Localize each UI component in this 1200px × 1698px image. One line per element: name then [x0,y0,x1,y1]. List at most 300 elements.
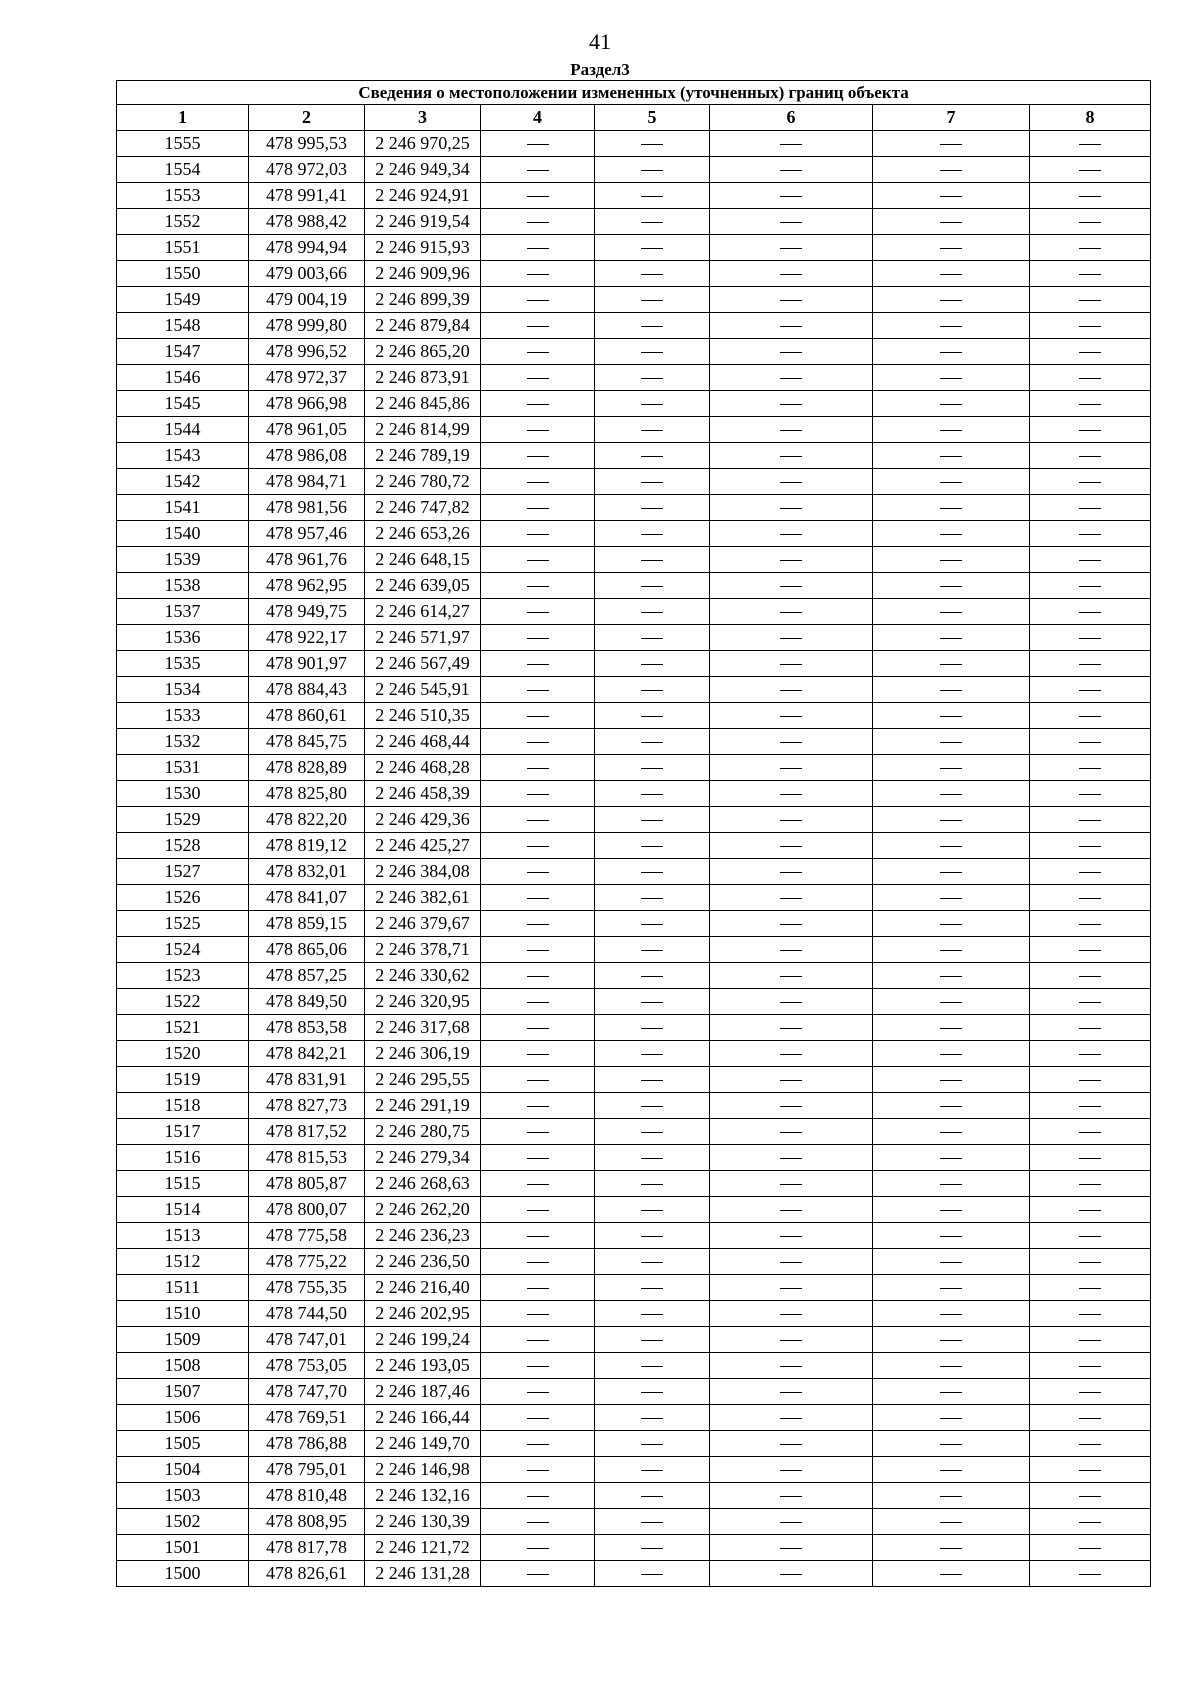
dash-mark [1079,222,1101,223]
point-number-cell: 1505 [117,1431,249,1457]
empty-value-cell [481,1327,595,1353]
empty-value-cell [873,1353,1030,1379]
dash-mark [780,1132,802,1133]
empty-value-cell [710,1301,873,1327]
empty-value-cell [710,677,873,703]
dash-mark [940,430,962,431]
empty-value-cell [481,677,595,703]
empty-value-cell [481,781,595,807]
dash-mark [1079,326,1101,327]
empty-value-cell [1030,183,1151,209]
dash-mark [780,742,802,743]
dash-mark [641,794,663,795]
empty-value-cell [1030,1327,1151,1353]
empty-value-cell [1030,1301,1151,1327]
empty-value-cell [595,703,710,729]
dash-mark [940,742,962,743]
empty-value-cell [481,989,595,1015]
x-coordinate-cell: 478 825,80 [249,781,365,807]
dash-mark [527,1548,549,1549]
table-row [117,235,1151,261]
dash-mark [527,950,549,951]
dash-mark [641,586,663,587]
x-coordinate-cell: 478 957,46 [249,521,365,547]
dash-mark [1079,586,1101,587]
point-number-cell: 1555 [117,131,249,157]
y-coordinate-cell: 2 246 567,49 [365,651,481,677]
y-coordinate-cell: 2 246 458,39 [365,781,481,807]
empty-value-cell [710,365,873,391]
dash-mark [780,352,802,353]
dash-mark [641,534,663,535]
empty-value-cell [1030,1223,1151,1249]
empty-value-cell [710,703,873,729]
dash-mark [641,1236,663,1237]
x-coordinate-cell: 478 901,97 [249,651,365,677]
empty-value-cell [595,1093,710,1119]
empty-value-cell [710,313,873,339]
y-coordinate-cell: 2 246 291,19 [365,1093,481,1119]
dash-mark [641,820,663,821]
empty-value-cell [595,521,710,547]
dash-mark [1079,1522,1101,1523]
empty-value-cell [873,469,1030,495]
dash-mark [641,248,663,249]
x-coordinate-cell: 478 972,37 [249,365,365,391]
x-coordinate-cell: 478 988,42 [249,209,365,235]
dash-mark [1079,690,1101,691]
empty-value-cell [1030,781,1151,807]
point-number-cell: 1513 [117,1223,249,1249]
empty-value-cell [873,755,1030,781]
table-row [117,1301,1151,1327]
x-coordinate-cell: 478 845,75 [249,729,365,755]
empty-value-cell [1030,1457,1151,1483]
empty-value-cell [481,443,595,469]
dash-mark [527,846,549,847]
dash-mark [940,1522,962,1523]
dash-mark [527,508,549,509]
dash-mark [641,1106,663,1107]
empty-value-cell [595,1067,710,1093]
empty-value-cell [873,1431,1030,1457]
dash-mark [940,300,962,301]
dash-mark [780,1002,802,1003]
empty-value-cell [710,1041,873,1067]
y-coordinate-cell: 2 246 780,72 [365,469,481,495]
dash-mark [527,1080,549,1081]
empty-value-cell [710,261,873,287]
x-coordinate-cell: 478 922,17 [249,625,365,651]
dash-mark [527,456,549,457]
dash-mark [641,300,663,301]
empty-value-cell [710,495,873,521]
empty-value-cell [1030,859,1151,885]
empty-value-cell [481,1093,595,1119]
dash-mark [940,1262,962,1263]
y-coordinate-cell: 2 246 378,71 [365,937,481,963]
x-coordinate-cell: 478 795,01 [249,1457,365,1483]
column-header: 1 [117,105,249,131]
dash-mark [780,560,802,561]
dash-mark [641,976,663,977]
point-number-cell: 1506 [117,1405,249,1431]
empty-value-cell [1030,755,1151,781]
dash-mark [780,716,802,717]
dash-mark [780,976,802,977]
empty-value-cell [710,547,873,573]
column-header: 7 [873,105,1030,131]
dash-mark [527,586,549,587]
x-coordinate-cell: 478 962,95 [249,573,365,599]
table-row [117,703,1151,729]
table-row [117,859,1151,885]
empty-value-cell [1030,1275,1151,1301]
empty-value-cell [1030,1561,1151,1587]
point-number-cell: 1511 [117,1275,249,1301]
dash-mark [527,1574,549,1575]
empty-value-cell [481,859,595,885]
dash-mark [780,872,802,873]
dash-mark [527,170,549,171]
table-row [117,1483,1151,1509]
dash-mark [780,534,802,535]
empty-value-cell [595,339,710,365]
x-coordinate-cell: 478 826,61 [249,1561,365,1587]
dash-mark [641,1288,663,1289]
empty-value-cell [1030,729,1151,755]
table-row [117,1041,1151,1067]
dash-mark [940,222,962,223]
y-coordinate-cell: 2 246 614,27 [365,599,481,625]
point-number-cell: 1550 [117,261,249,287]
dash-mark [780,196,802,197]
x-coordinate-cell: 478 884,43 [249,677,365,703]
dash-mark [641,1158,663,1159]
empty-value-cell [873,573,1030,599]
dash-mark [527,1418,549,1419]
y-coordinate-cell: 2 246 317,68 [365,1015,481,1041]
empty-value-cell [873,1067,1030,1093]
empty-value-cell [595,833,710,859]
table-row [117,1275,1151,1301]
empty-value-cell [873,1041,1030,1067]
x-coordinate-cell: 478 999,80 [249,313,365,339]
y-coordinate-cell: 2 246 199,24 [365,1327,481,1353]
point-number-cell: 1514 [117,1197,249,1223]
x-coordinate-cell: 478 755,35 [249,1275,365,1301]
dash-mark [940,352,962,353]
empty-value-cell [710,287,873,313]
empty-value-cell [1030,521,1151,547]
table-row [117,391,1151,417]
empty-value-cell [710,911,873,937]
dash-mark [527,482,549,483]
empty-value-cell [710,157,873,183]
table-row [117,1119,1151,1145]
empty-value-cell [595,573,710,599]
dash-mark [1079,508,1101,509]
dash-mark [641,846,663,847]
dash-mark [641,1522,663,1523]
empty-value-cell [1030,1015,1151,1041]
empty-value-cell [873,495,1030,521]
table-row [117,1015,1151,1041]
empty-value-cell [873,1093,1030,1119]
table-row [117,625,1151,651]
point-number-cell: 1529 [117,807,249,833]
dash-mark [940,638,962,639]
dash-mark [527,1262,549,1263]
point-number-cell: 1537 [117,599,249,625]
empty-value-cell [481,729,595,755]
dash-mark [1079,170,1101,171]
empty-value-cell [710,1015,873,1041]
y-coordinate-cell: 2 246 149,70 [365,1431,481,1457]
x-coordinate-cell: 478 786,88 [249,1431,365,1457]
dash-mark [1079,846,1101,847]
table-row [117,469,1151,495]
empty-value-cell [481,625,595,651]
dash-mark [641,1548,663,1549]
dash-mark [780,300,802,301]
empty-value-cell [595,1483,710,1509]
empty-value-cell [873,885,1030,911]
y-coordinate-cell: 2 246 132,16 [365,1483,481,1509]
dash-mark [940,1210,962,1211]
table-row [117,261,1151,287]
empty-value-cell [710,625,873,651]
column-header: 8 [1030,105,1151,131]
table-row [117,1509,1151,1535]
dash-mark [527,1366,549,1367]
empty-value-cell [481,755,595,781]
dash-mark [940,1184,962,1185]
dash-mark [780,846,802,847]
empty-value-cell [481,521,595,547]
empty-value-cell [1030,625,1151,651]
dash-mark [940,1366,962,1367]
dash-mark [940,664,962,665]
x-coordinate-cell: 478 842,21 [249,1041,365,1067]
dash-mark [527,430,549,431]
empty-value-cell [481,287,595,313]
empty-value-cell [1030,911,1151,937]
dash-mark [527,690,549,691]
empty-value-cell [710,131,873,157]
empty-value-cell [481,1041,595,1067]
dash-mark [1079,248,1101,249]
dash-mark [940,1002,962,1003]
point-number-cell: 1552 [117,209,249,235]
y-coordinate-cell: 2 246 202,95 [365,1301,481,1327]
empty-value-cell [710,599,873,625]
table-row [117,1327,1151,1353]
empty-value-cell [710,573,873,599]
empty-value-cell [873,651,1030,677]
x-coordinate-cell: 478 769,51 [249,1405,365,1431]
dash-mark [1079,794,1101,795]
dash-mark [1079,1158,1101,1159]
empty-value-cell [595,1041,710,1067]
empty-value-cell [1030,599,1151,625]
dash-mark [940,456,962,457]
dash-mark [527,1132,549,1133]
y-coordinate-cell: 2 246 510,35 [365,703,481,729]
empty-value-cell [1030,885,1151,911]
dash-mark [1079,1340,1101,1341]
dash-mark [780,1080,802,1081]
dash-mark [940,1392,962,1393]
empty-value-cell [481,911,595,937]
dash-mark [527,1054,549,1055]
empty-value-cell [595,417,710,443]
dash-mark [641,742,663,743]
x-coordinate-cell: 478 996,52 [249,339,365,365]
empty-value-cell [595,287,710,313]
empty-value-cell [873,365,1030,391]
dash-mark [940,716,962,717]
x-coordinate-cell: 478 815,53 [249,1145,365,1171]
empty-value-cell [595,313,710,339]
empty-value-cell [1030,1119,1151,1145]
x-coordinate-cell: 478 853,58 [249,1015,365,1041]
y-coordinate-cell: 2 246 236,23 [365,1223,481,1249]
empty-value-cell [595,937,710,963]
dash-mark [780,664,802,665]
dash-mark [641,1574,663,1575]
dash-mark [641,1496,663,1497]
x-coordinate-cell: 478 817,78 [249,1535,365,1561]
column-header-row [117,105,1151,131]
dash-mark [780,1392,802,1393]
empty-value-cell [481,1275,595,1301]
empty-value-cell [710,729,873,755]
empty-value-cell [595,1197,710,1223]
empty-value-cell [1030,547,1151,573]
dash-mark [641,144,663,145]
dash-mark [780,456,802,457]
dash-mark [780,222,802,223]
table-row [117,209,1151,235]
empty-value-cell [873,781,1030,807]
point-number-cell: 1524 [117,937,249,963]
dash-mark [1079,1054,1101,1055]
dash-mark [940,846,962,847]
empty-value-cell [873,807,1030,833]
empty-value-cell [710,1119,873,1145]
empty-value-cell [1030,1197,1151,1223]
dash-mark [527,248,549,249]
dash-mark [641,352,663,353]
dash-mark [1079,612,1101,613]
y-coordinate-cell: 2 246 899,39 [365,287,481,313]
empty-value-cell [481,599,595,625]
point-number-cell: 1525 [117,911,249,937]
empty-value-cell [481,703,595,729]
x-coordinate-cell: 478 822,20 [249,807,365,833]
point-number-cell: 1534 [117,677,249,703]
dash-mark [641,1132,663,1133]
dash-mark [1079,300,1101,301]
dash-mark [780,430,802,431]
dash-mark [527,1288,549,1289]
empty-value-cell [1030,1431,1151,1457]
dash-mark [940,1054,962,1055]
y-coordinate-cell: 2 246 306,19 [365,1041,481,1067]
table-row [117,1223,1151,1249]
empty-value-cell [481,157,595,183]
dash-mark [641,638,663,639]
dash-mark [527,872,549,873]
dash-mark [1079,1574,1101,1575]
y-coordinate-cell: 2 246 193,05 [365,1353,481,1379]
point-number-cell: 1542 [117,469,249,495]
empty-value-cell [873,937,1030,963]
x-coordinate-cell: 478 800,07 [249,1197,365,1223]
empty-value-cell [1030,1483,1151,1509]
table-row [117,989,1151,1015]
boundary-coordinates-table [116,80,1151,1587]
x-coordinate-cell: 478 747,70 [249,1379,365,1405]
empty-value-cell [873,1197,1030,1223]
empty-value-cell [710,1171,873,1197]
y-coordinate-cell: 2 246 379,67 [365,911,481,937]
table-row [117,417,1151,443]
y-coordinate-cell: 2 246 879,84 [365,313,481,339]
empty-value-cell [595,1145,710,1171]
empty-value-cell [1030,703,1151,729]
empty-value-cell [873,1509,1030,1535]
empty-value-cell [595,911,710,937]
table-row [117,1145,1151,1171]
dash-mark [780,1340,802,1341]
dash-mark [940,1132,962,1133]
empty-value-cell [873,963,1030,989]
empty-value-cell [481,651,595,677]
empty-value-cell [481,1223,595,1249]
dash-mark [940,1314,962,1315]
empty-value-cell [595,1457,710,1483]
dash-mark [527,898,549,899]
empty-value-cell [710,833,873,859]
dash-mark [940,1548,962,1549]
dash-mark [641,1366,663,1367]
table-row [117,1197,1151,1223]
point-number-cell: 1509 [117,1327,249,1353]
empty-value-cell [595,859,710,885]
empty-value-cell [710,1093,873,1119]
dash-mark [527,794,549,795]
empty-value-cell [1030,1535,1151,1561]
dash-mark [780,1210,802,1211]
point-number-cell: 1512 [117,1249,249,1275]
empty-value-cell [1030,651,1151,677]
empty-value-cell [481,1431,595,1457]
table-row [117,157,1151,183]
dash-mark [1079,144,1101,145]
empty-value-cell [481,391,595,417]
empty-value-cell [710,1145,873,1171]
empty-value-cell [873,911,1030,937]
table-row [117,807,1151,833]
empty-value-cell [481,1535,595,1561]
dash-mark [641,612,663,613]
dash-mark [641,950,663,951]
empty-value-cell [710,755,873,781]
dash-mark [940,378,962,379]
dash-mark [780,1574,802,1575]
